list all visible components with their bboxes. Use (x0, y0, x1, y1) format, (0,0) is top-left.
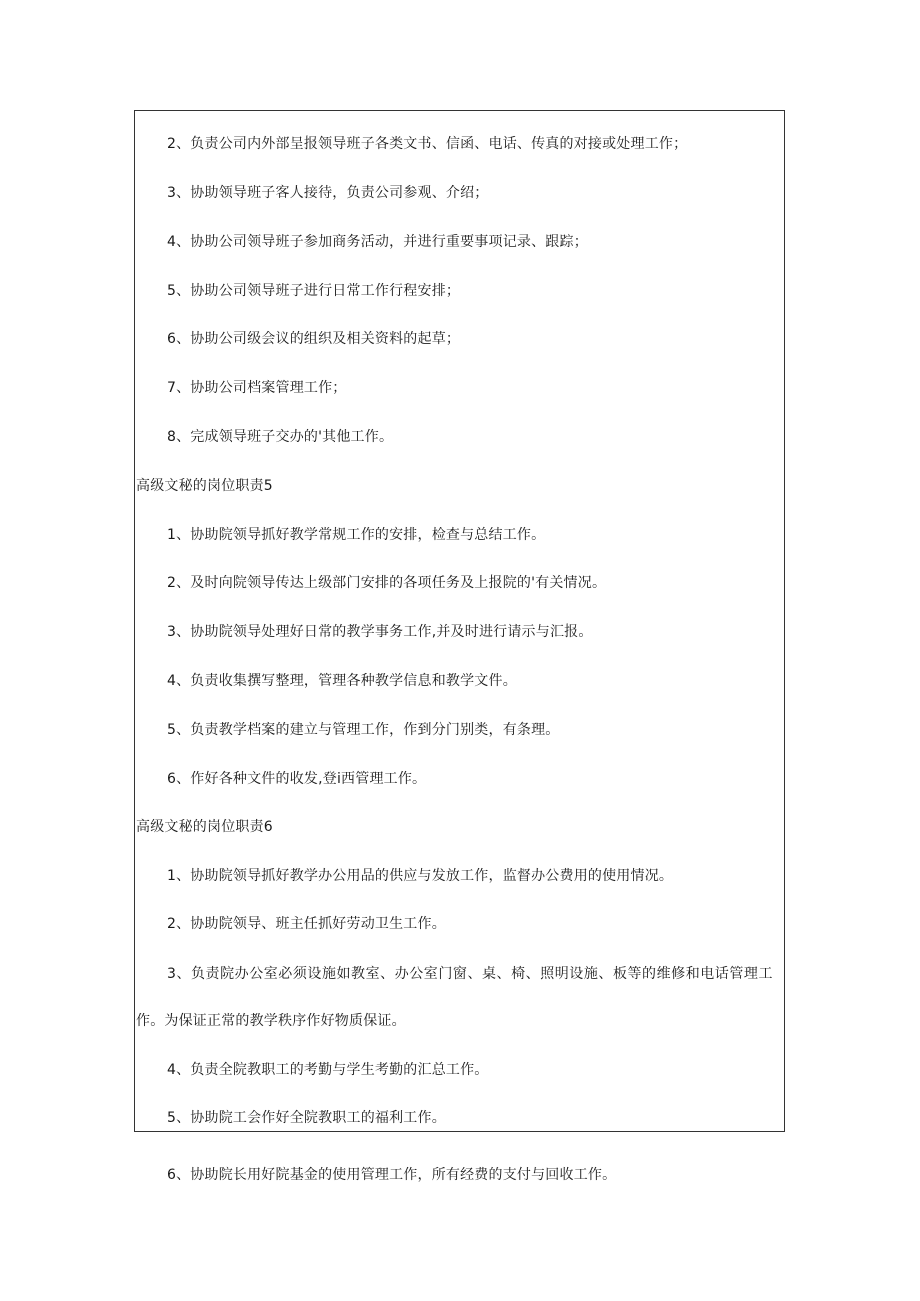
list-item: 6、协助院长用好院基金的使用管理工作，所有经费的支付与回收工作。 (167, 1167, 617, 1183)
list-item: 1、协助院领导抓好教学办公用品的供应与发放工作，监督办公费用的使用情况。 (167, 868, 674, 884)
list-item: 5、负责教学档案的建立与管理工作，作到分门别类，有条理。 (167, 722, 560, 738)
list-item: 4、负责收集撰写整理，管理各种教学信息和教学文件。 (167, 673, 517, 689)
list-item: 3、负责院办公室必须设施如教室、办公室门窗、桌、椅、照明设施、板等的维修和电话管理工 (167, 966, 774, 982)
list-item: 6、作好各种文件的收发,登i西管理工作。 (167, 771, 427, 787)
list-item: 3、协助院领导处理好日常的教学事务工作,并及时进行请示与汇报。 (167, 624, 593, 640)
list-item: 3、协助领导班子客人接待，负责公司参观、介绍； (167, 185, 489, 201)
list-item: 2、协助院领导、班主任抓好劳动卫生工作。 (167, 916, 446, 932)
section-heading: 高级文秘的岗位职责6 (136, 819, 273, 835)
section-heading: 高级文秘的岗位职责5 (136, 478, 273, 494)
list-item: 8、完成领导班子交办的'其他工作。 (167, 429, 394, 445)
list-item-continuation: 作。为保证正常的教学秩序作好物质保证。 (136, 1013, 406, 1029)
list-item: 6、协助公司级会议的组织及相关资料的起草； (167, 331, 461, 347)
list-item: 2、及时向院领导传达上级部门安排的各项任务及上报院的'有关情况。 (167, 575, 607, 591)
list-item: 4、协助公司领导班子参加商务活动，并进行重要事项记录、跟踪； (167, 234, 588, 250)
list-item: 5、协助院工会作好全院教职工的福利工作。 (167, 1110, 446, 1126)
list-item: 7、协助公司档案管理工作； (167, 380, 347, 396)
list-item: 2、负责公司内外部呈报领导班子各类文书、信函、电话、传真的对接或处理工作； (167, 136, 688, 152)
list-item: 1、协助院领导抓好教学常规工作的安排，检查与总结工作。 (167, 527, 546, 543)
list-item: 4、负责全院教职工的考勤与学生考勤的汇总工作。 (167, 1062, 489, 1078)
list-item: 5、协助公司领导班子进行日常工作行程安排； (167, 283, 461, 299)
